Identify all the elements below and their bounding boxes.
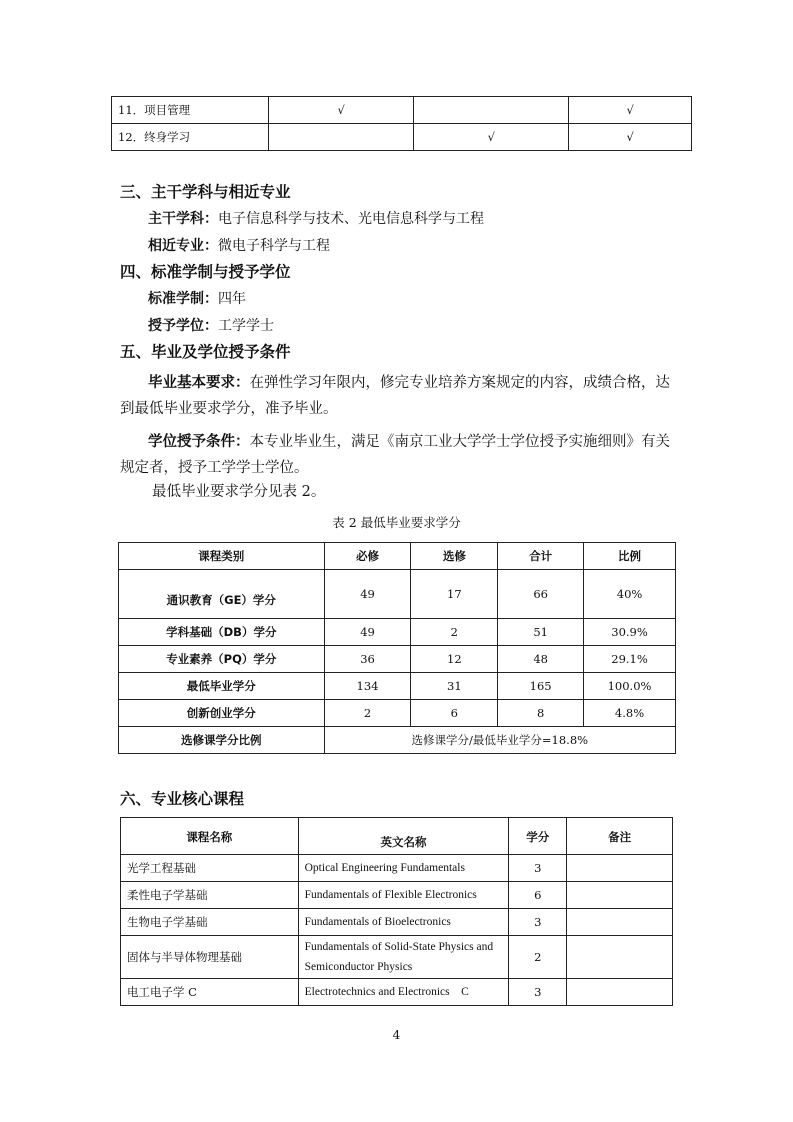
requirement-label: 11．项目管理 (112, 97, 269, 124)
course-english-name: Fundamentals of Bioelectronics (298, 909, 509, 936)
course-name: 固体与半导体物理基础 (121, 936, 299, 979)
category-cell: 选修课学分比例 (119, 727, 325, 754)
table-row (121, 855, 673, 882)
table-cell: 29.1% (584, 646, 676, 673)
check-mark: √ (569, 124, 692, 151)
table-cell: 165 (498, 673, 584, 700)
check-mark: √ (268, 97, 414, 124)
table-cell: 2 (324, 700, 411, 727)
column-header: 备注 (567, 818, 673, 855)
table-caption: 表 2 最低毕业要求学分 (332, 515, 461, 530)
requirement-label: 12．终身学习 (112, 124, 269, 151)
related-major-value: 微电子科学与工程 (218, 238, 330, 254)
graduation-requirement-label: 毕业基本要求： (148, 375, 250, 391)
category-cell: 专业素养（PQ）学分 (119, 646, 325, 673)
column-header: 学分 (509, 818, 567, 855)
table-cell: 8 (498, 700, 584, 727)
table-row (119, 673, 676, 700)
table-row (121, 882, 673, 909)
category-cell: 创新创业学分 (119, 700, 325, 727)
table-row (119, 646, 676, 673)
column-header: 英文名称 (298, 818, 509, 855)
related-major-label: 相近专业： (148, 238, 218, 254)
course-name: 柔性电子学基础 (121, 882, 299, 909)
duration-line (148, 288, 246, 308)
course-english-name: Fundamentals of Flexible Electronics (298, 882, 509, 909)
table-cell: 4.8% (584, 700, 676, 727)
degree-label: 授予学位： (148, 318, 218, 334)
course-english-name: Fundamentals of Solid-State Physics and Semiconductor Physics (298, 936, 509, 979)
core-courses-table (120, 817, 673, 1006)
table-cell: 134 (324, 673, 411, 700)
column-header: 合计 (498, 543, 584, 570)
table-cell: 12 (411, 646, 498, 673)
degree-condition-text: 本专业毕业生，满足《南京工业大学学士学位授予实施细则》有关规定者，授予工学学士学位。 (120, 434, 670, 476)
table-row (119, 619, 676, 646)
main-discipline-label: 主干学科： (148, 211, 218, 227)
table-row (121, 936, 673, 979)
table-cell: 36 (324, 646, 411, 673)
table-cell: 30.9% (584, 619, 676, 646)
page-number: 4 (392, 1028, 401, 1042)
course-name: 电工电子学 C (121, 979, 299, 1006)
table-row (121, 909, 673, 936)
course-note (567, 882, 673, 909)
check-mark: √ (414, 124, 569, 151)
column-header: 比例 (584, 543, 676, 570)
graduation-requirement-paragraph (120, 370, 680, 422)
column-header: 课程类别 (119, 543, 325, 570)
column-header: 课程名称 (121, 818, 299, 855)
table-cell: 51 (498, 619, 584, 646)
course-credit: 3 (509, 855, 567, 882)
credit-note: 最低毕业要求学分见表 2。 (152, 484, 326, 500)
column-header: 选修 (411, 543, 498, 570)
table-header-row (119, 543, 676, 570)
category-cell: 通识教育（GE）学分 (119, 570, 325, 619)
credit-requirement-table (118, 542, 676, 754)
course-note (567, 909, 673, 936)
main-discipline-value: 电子信息科学与技术、光电信息科学与工程 (218, 211, 484, 227)
course-english-name: Optical Engineering Fundamentals (298, 855, 509, 882)
table-row (119, 570, 676, 619)
table-cell: 48 (498, 646, 584, 673)
main-discipline-line (148, 208, 484, 228)
table-cell: 6 (411, 700, 498, 727)
course-credit: 6 (509, 882, 567, 909)
duration-label: 标准学制： (148, 291, 218, 307)
course-note (567, 979, 673, 1006)
section-heading-disciplines: 三、主干学科与相近专业 (120, 183, 291, 201)
table-cell: 49 (324, 570, 411, 619)
table-row (112, 97, 692, 124)
duration-value: 四年 (218, 291, 246, 307)
capability-matrix-table (111, 96, 692, 151)
course-name: 生物电子学基础 (121, 909, 299, 936)
graduation-requirement-text: 在弹性学习年限内，修完专业培养方案规定的内容，成绩合格，达到最低毕业要求学分，准予毕业。 (120, 375, 670, 417)
course-note (567, 936, 673, 979)
table-cell: 100.0% (584, 673, 676, 700)
course-name: 光学工程基础 (121, 855, 299, 882)
table-cell: 66 (498, 570, 584, 619)
table-row (112, 124, 692, 151)
table-header-row (121, 818, 673, 855)
degree-value: 工学学士 (218, 318, 274, 334)
course-credit: 2 (509, 936, 567, 979)
degree-condition-label: 学位授予条件： (148, 434, 250, 450)
table-row (119, 727, 676, 754)
table-row (119, 700, 676, 727)
table-cell: 2 (411, 619, 498, 646)
degree-line (148, 315, 274, 335)
elective-ratio-cell: 选修课学分/最低毕业学分=18.8% (324, 727, 675, 754)
check-mark (414, 97, 569, 124)
course-credit: 3 (509, 979, 567, 1006)
table-cell: 49 (324, 619, 411, 646)
section-heading-graduation: 五、毕业及学位授予条件 (120, 343, 291, 361)
check-mark: √ (569, 97, 692, 124)
category-cell: 最低毕业学分 (119, 673, 325, 700)
table-cell: 17 (411, 570, 498, 619)
section-heading-duration: 四、标准学制与授予学位 (120, 263, 291, 281)
check-mark (268, 124, 414, 151)
degree-condition-paragraph (120, 429, 680, 481)
related-major-line (148, 235, 330, 255)
table-row (121, 979, 673, 1006)
column-header: 必修 (324, 543, 411, 570)
course-credit: 3 (509, 909, 567, 936)
course-english-name: Electrotechnics and Electronics C (298, 979, 509, 1006)
table-cell: 40% (584, 570, 676, 619)
category-cell: 学科基础（DB）学分 (119, 619, 325, 646)
table-cell: 31 (411, 673, 498, 700)
course-note (567, 855, 673, 882)
section-heading-core-courses: 六、专业核心课程 (120, 790, 245, 808)
